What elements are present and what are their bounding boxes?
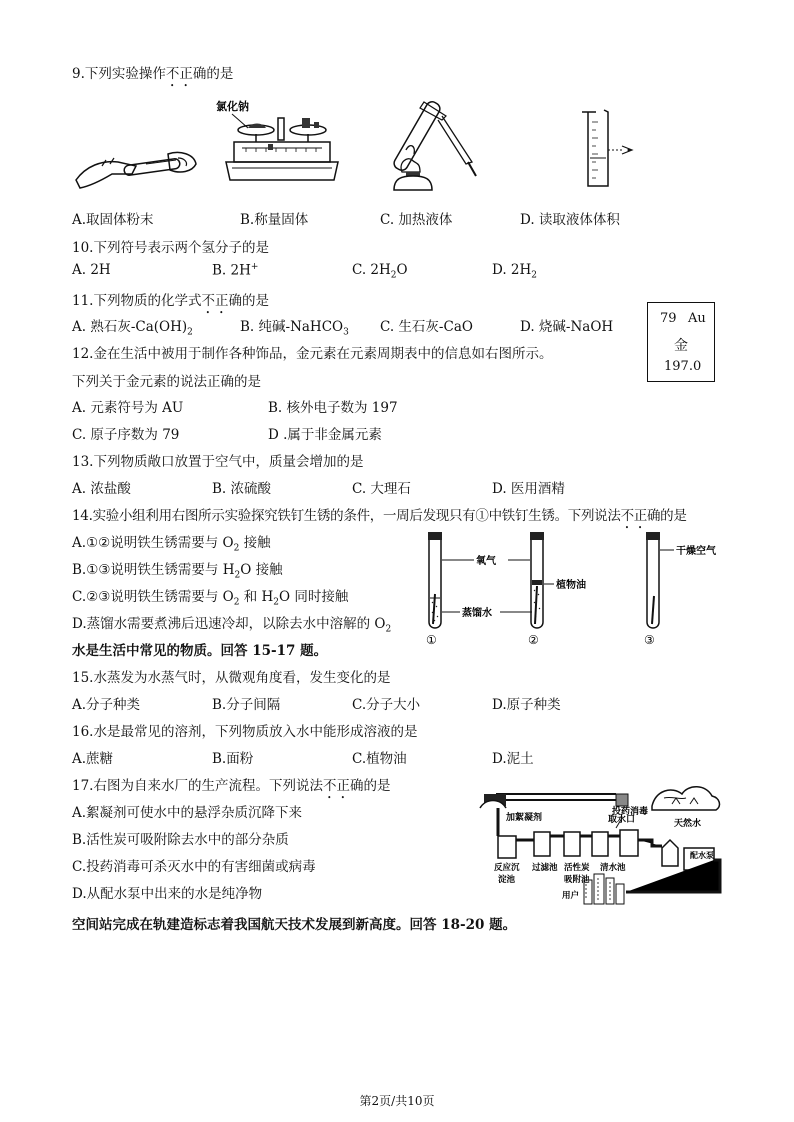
- q16-option-c[interactable]: C.植物油: [352, 751, 407, 767]
- element-card-gold: [647, 302, 715, 382]
- q9-option-d[interactable]: D. 读取液体体积: [520, 212, 620, 228]
- q15-stem: 15.水蒸发为水蒸气时，从微观角度看，发生变化的是: [72, 670, 391, 686]
- figure-take-powder: [72, 140, 202, 200]
- tube-2-label: ②: [528, 633, 539, 647]
- page-footer: 第2页/共10页: [359, 1094, 435, 1108]
- q15-option-b[interactable]: B.分子间隔: [212, 697, 281, 713]
- q11-stem: 11.下列物质的化学式不正确的是: [72, 293, 269, 309]
- label-oxygen: 氧气: [476, 556, 496, 567]
- figure-water-plant: [476, 774, 726, 910]
- q10-option-b[interactable]: B. 2H+: [212, 262, 259, 279]
- label-reaction-1: 反应沉: [494, 863, 520, 873]
- q14-option-d[interactable]: D.蒸馏水需要煮沸后迅速冷却，以除去水中溶解的 $O_2$: [72, 616, 392, 635]
- label-intake: 取水口: [608, 815, 636, 825]
- q11-option-b[interactable]: B. 纯碱-NaHCO$_3$: [240, 319, 349, 338]
- q13-option-c[interactable]: C. 大理石: [352, 481, 411, 497]
- q16-option-d[interactable]: D.泥土: [492, 751, 534, 767]
- atomic-number: 79: [660, 311, 677, 326]
- q15-option-a[interactable]: A.分子种类: [72, 697, 141, 713]
- q17-option-b[interactable]: B.活性炭可吸附除去水中的部分杂质: [72, 832, 289, 848]
- section-space-intro: 空间站完成在轨建造标志着我国航天技术发展到新高度。回答 18-20 题。: [72, 917, 517, 933]
- label-pump-2: 水: [698, 851, 706, 860]
- q10-option-a[interactable]: A. 2H: [72, 262, 111, 278]
- q13-option-d[interactable]: D. 医用酒精: [492, 481, 565, 497]
- label-clear-water: 清水池: [600, 863, 626, 873]
- q14-option-c[interactable]: C.②③说明铁生锈需要与 $O_2$ 和 $H_2O$ 同时接触: [72, 589, 349, 608]
- element-name: 金: [674, 338, 688, 354]
- figure-read-volume: [578, 108, 648, 190]
- label-carbon-2: 吸附池: [564, 875, 590, 885]
- tube-3-label: ③: [644, 633, 655, 647]
- label-carbon-1: 活性炭: [564, 863, 590, 873]
- q13-stem: 13.下列物质敞口放置于空气中，质量会增加的是: [72, 454, 364, 470]
- q12-option-b[interactable]: B. 核外电子数为 197: [268, 400, 398, 416]
- figure-rust-experiment: [420, 532, 720, 650]
- q10-option-c[interactable]: C. $2H_2O$: [352, 262, 408, 281]
- label-filter: 过滤池: [532, 863, 558, 873]
- q12-stem-1: 12.金在生活中被用于制作各种饰品，金元素在元素周期表中的信息如右图所示。: [72, 346, 553, 362]
- q11-option-a[interactable]: A. 熟石灰$-Ca(OH)_2$: [72, 319, 193, 338]
- label-pump-3: 泵: [706, 851, 714, 860]
- section-water-intro: 水是生活中常见的物质。回答 15-17 题。: [72, 643, 328, 659]
- q14-option-a[interactable]: A.①②说明铁生锈需要与 $O_2$ 接触: [72, 535, 271, 554]
- q14-stem: 14.实验小组利用右图所示实验探究铁钉生锈的条件，一周后发现只有①中铁钉生锈。下列说法不正确的是: [72, 508, 687, 524]
- q17-option-a[interactable]: A.絮凝剂可使水中的悬浮杂质沉降下来: [72, 805, 303, 821]
- label-disinfect: 投药消毒: [612, 807, 649, 817]
- q12-option-d[interactable]: D .属于非金属元素: [268, 427, 382, 443]
- label-flocculant: 加絮凝剂: [506, 813, 543, 823]
- q17-stem: 17.右图为自来水厂的生产流程。下列说法不正确的是: [72, 778, 391, 794]
- q16-option-a[interactable]: A.蔗糖: [72, 751, 114, 767]
- figure-balance: [212, 96, 342, 196]
- q12-option-c[interactable]: C. 原子序数为 79: [72, 427, 180, 443]
- q10-stem: 10.下列符号表示两个氢分子的是: [72, 240, 269, 256]
- q9-option-a[interactable]: A.取固体粉末: [72, 212, 154, 228]
- label-natural-water: 天然水: [674, 819, 702, 829]
- balance-label: 氯化钠: [216, 100, 249, 113]
- q9-stem: 9.下列实验操作不正确的是: [72, 66, 234, 82]
- atomic-mass: 197.0: [664, 359, 702, 374]
- q14-option-b[interactable]: B.①③说明铁生锈需要与 $H_2O$ 接触: [72, 562, 283, 581]
- figure-heat-liquid: [380, 92, 490, 192]
- q11-option-c[interactable]: C. 生石灰-CaO: [380, 319, 473, 335]
- q15-option-d[interactable]: D.原子种类: [492, 697, 561, 713]
- q16-stem: 16.水是最常见的溶剂，下列物质放入水中能形成溶液的是: [72, 724, 418, 740]
- q10-option-d[interactable]: D. $2H_2$: [492, 262, 538, 281]
- q16-option-b[interactable]: B.面粉: [212, 751, 254, 767]
- q17-option-d[interactable]: D.从配水泵中出来的水是纯净物: [72, 886, 263, 902]
- label-distilled-water: 蒸馏水: [462, 608, 492, 619]
- label-reaction-2: 淀池: [498, 875, 516, 885]
- q13-option-b[interactable]: B. 浓硫酸: [212, 481, 272, 497]
- q9-option-c[interactable]: C. 加热液体: [380, 212, 453, 228]
- element-symbol: Au: [688, 311, 706, 326]
- label-dry-air: 干燥空气: [676, 546, 716, 557]
- q15-option-c[interactable]: C.分子大小: [352, 697, 421, 713]
- q13-option-a[interactable]: A. 浓盐酸: [72, 481, 131, 497]
- tube-1-label: ①: [426, 633, 437, 647]
- q9-option-b[interactable]: B.称量固体: [240, 212, 309, 228]
- q11-option-d[interactable]: D. 烧碱-NaOH: [520, 319, 614, 335]
- q17-option-c[interactable]: C.投药消毒可杀灭水中的有害细菌或病毒: [72, 859, 316, 875]
- q12-stem-2: 下列关于金元素的说法正确的是: [72, 374, 261, 390]
- q12-option-a[interactable]: A. 元素符号为 AU: [72, 400, 184, 416]
- label-users: 用户: [562, 891, 580, 901]
- label-oil: 植物油: [556, 580, 586, 591]
- label-pump-1: 配: [690, 851, 698, 860]
